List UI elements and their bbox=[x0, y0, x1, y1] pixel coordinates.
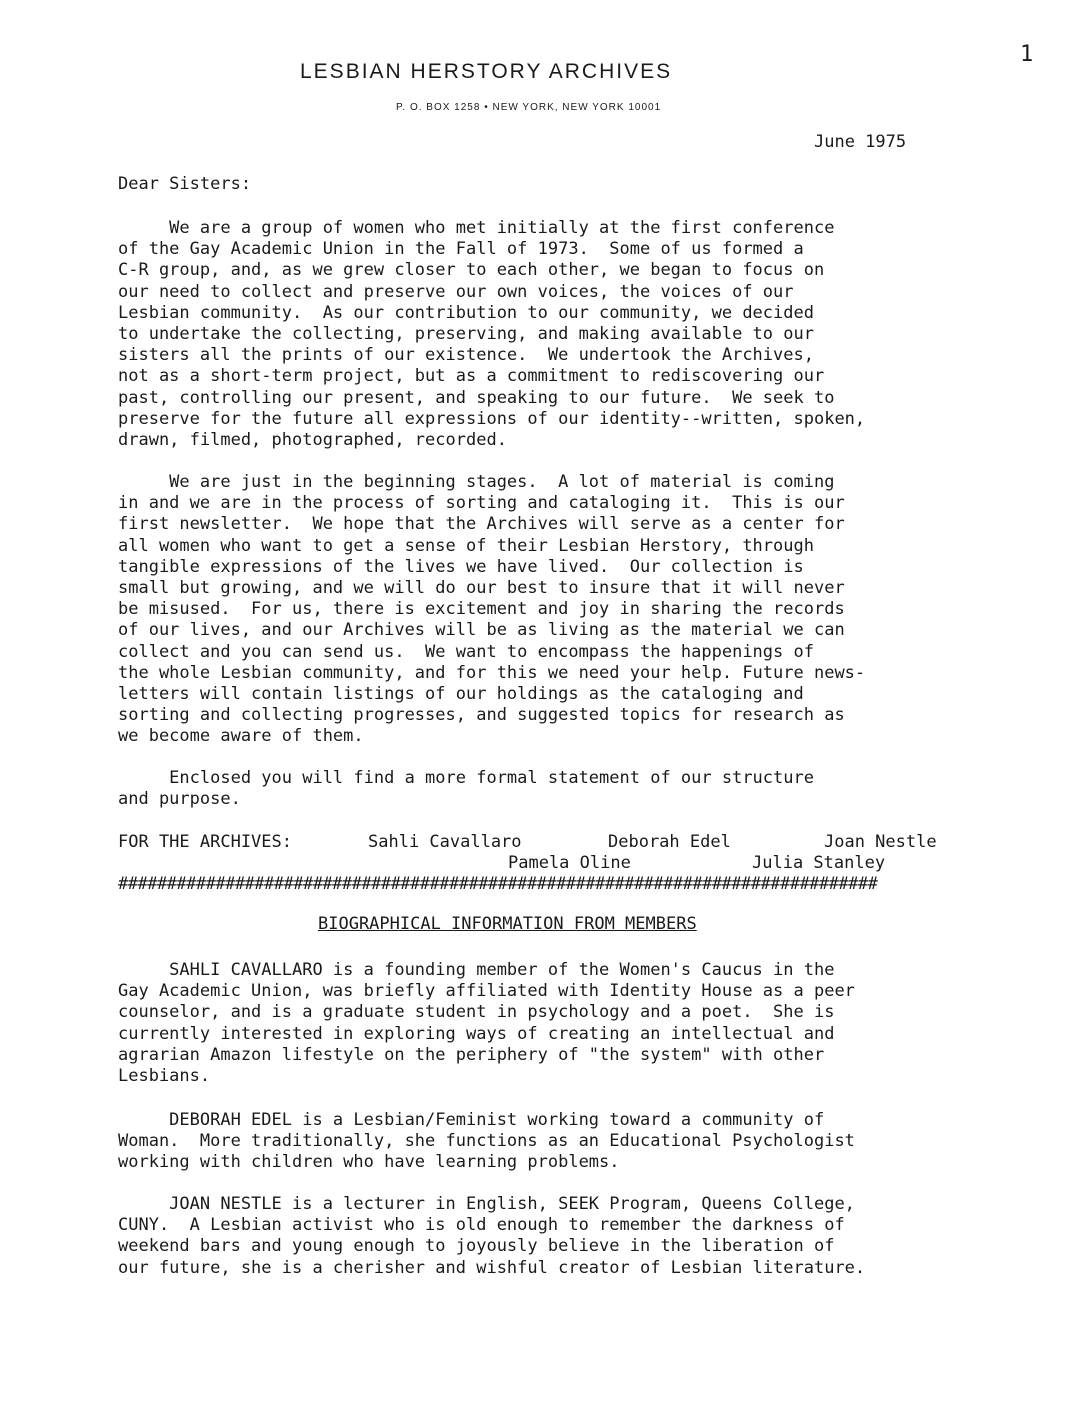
letter-date: June 1975 bbox=[814, 132, 907, 152]
bio-heading: BIOGRAPHICAL INFORMATION FROM MEMBERS bbox=[318, 914, 697, 934]
section-divider: ############################################################################## bbox=[118, 874, 878, 894]
bio-sahli-cavallaro: SAHLI CAVALLARO is a founding member of the Women's Caucus in the Gay Academic Union, was briefly affiliated with Identity House as a peer counselor, and is a graduate student in psychology and a poet. She is currently interested in exploring ways of creating an intellectual and agrarian Amazon lifestyle on the periphery of "the system" with other Lesbians. bbox=[118, 960, 855, 1087]
signer-name: Sahli Cavallaro bbox=[368, 832, 522, 852]
paragraph-intro: We are a group of women who met initially at the first conference of the Gay Academic Union in the Fall of 1973. Some of us formed a C-R group, and, as we grew closer to each other, we began to focus on our need to collect and preserve our own voices, the voices of our Lesbian community. As our contribution to our community, we decided to undertake the collecting, preserving, and making available to our sisters all the prints of our existence. We undertook the Archives, not as a short-term project, but as a commitment to rediscovering our past, controlling our present, and speaking to our future. We seek to preserve for the future all expressions of our identity--written, spoken, drawn, filmed, photographed, recorded. bbox=[118, 218, 866, 451]
signer-name: Joan Nestle bbox=[824, 832, 937, 852]
signer-name: Deborah Edel bbox=[608, 832, 731, 852]
bio-deborah-edel: DEBORAH EDEL is a Lesbian/Feminist working toward a community of Woman. More traditionally, she functions as an Educational Psychologist working with children who have learning problems. bbox=[118, 1110, 855, 1173]
letterhead-address: P. O. BOX 1258 • NEW YORK, NEW YORK 10001 bbox=[396, 102, 662, 113]
bio-joan-nestle: JOAN NESTLE is a lecturer in English, SEEK Program, Queens College, CUNY. A Lesbian activist who is old enough to remember the darkness of weekend bars and young enough to joyously believe in the liberation of our future, she is a cherisher and wishful creator of Lesbian literature. bbox=[118, 1194, 866, 1278]
paragraph-progress: We are just in the beginning stages. A lot of material is coming in and we are in the process of sorting and cataloging it. This is our first newsletter. We hope that the Archives will serve as a center for all women who want to get a sense of their Lesbian Herstory, through tangible expressions of the lives we have lived. Our collection is small but growing, and we will do our best to insure that it will never be misused. For us, there is excitement and joy in sharing the records of our lives, and our Archives will be as living as the material we can collect and you can send us. We want to encompass the happenings of the whole Lesbian community, and for this we need your help. Future news- letters will contain listings of our holdings as the cataloging and sorting and collecting progresses, and suggested topics for research as we become aware of them. bbox=[118, 472, 866, 747]
page-number: 1 bbox=[1020, 42, 1034, 67]
salutation: Dear Sisters: bbox=[118, 174, 252, 194]
paragraph-enclosed: Enclosed you will find a more formal statement of our structure and purpose. bbox=[118, 768, 814, 810]
signature-block bbox=[118, 832, 1048, 874]
signer-name: Julia Stanley bbox=[752, 853, 886, 874]
letterhead-title: LESBIAN HERSTORY ARCHIVES bbox=[300, 60, 673, 83]
signer-name: Pamela Oline bbox=[508, 853, 631, 874]
signature-label: FOR THE ARCHIVES: bbox=[118, 832, 292, 852]
